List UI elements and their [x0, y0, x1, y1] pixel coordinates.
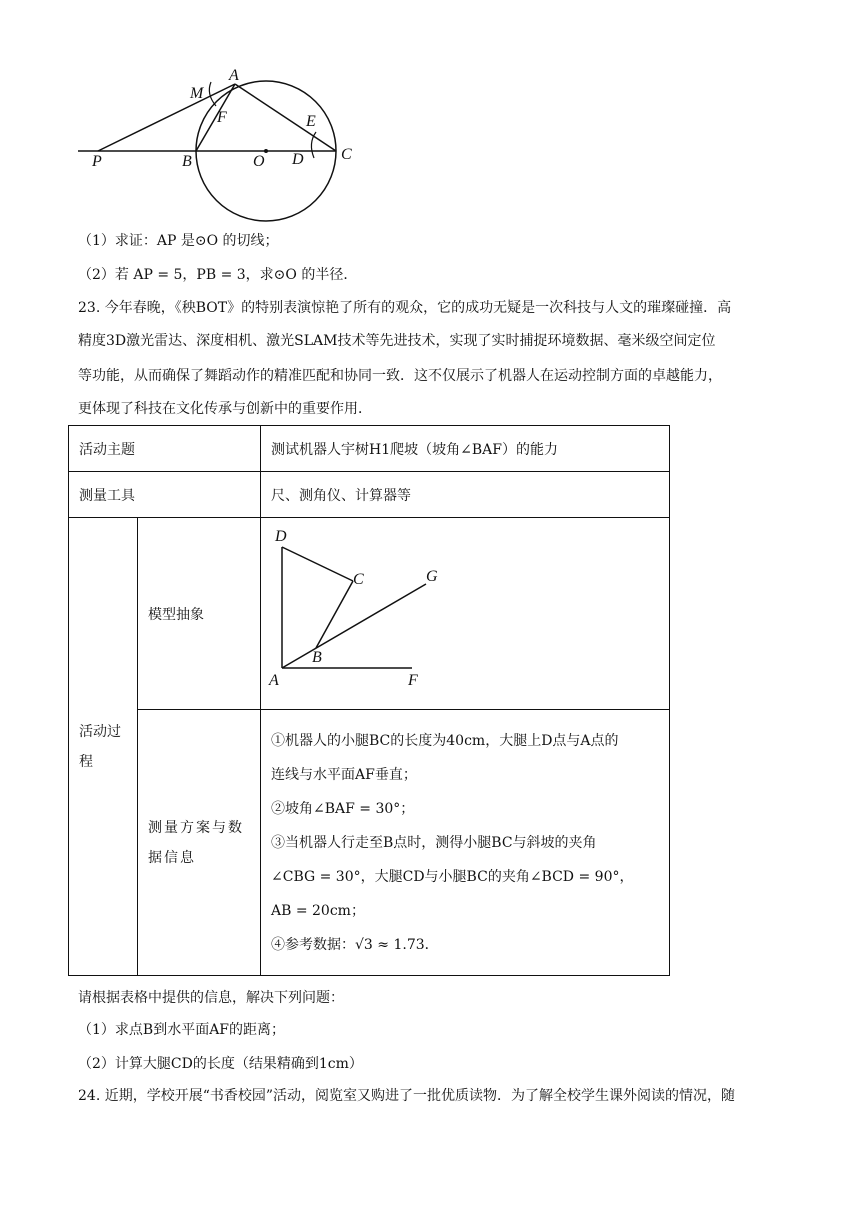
label-d: D [292, 151, 304, 168]
q22-part1: （1）求证：AP 是⊙O 的切线； [78, 233, 279, 249]
label-f: F [217, 109, 227, 126]
segment-dc [282, 547, 353, 581]
q23-line3: 等功能，从而确保了舞蹈动作的精准匹配和协同一致．这不仅展示了机器人在运动控制方面的卓越能力， [78, 368, 722, 384]
info-3a: ③当机器人行走至B点时，测得小腿BC与斜坡的夹角 [271, 834, 597, 851]
q23-part1: （1）求点B到水平面AF的距离； [78, 1022, 286, 1038]
label-m: M [190, 85, 204, 102]
q23-line2: 精度3D激光雷达、深度相机、激光SLAM技术等先进技术，实现了实时捕捉环境数据、毫米级空间定位 [78, 333, 716, 349]
q23-part2: （2）计算大腿CD的长度（结果精确到1cm） [78, 1056, 363, 1072]
model-figure-cell [261, 518, 670, 710]
scheme-info-cell [261, 710, 670, 976]
scheme-label: 测量方案与数据信息 [138, 710, 261, 976]
slope-model-figure [261, 519, 661, 709]
q22-part2: （2）若 AP = 5，PB = 3，求⊙O 的半径． [78, 267, 358, 283]
info-2: ②坡角∠BAF = 30°； [271, 800, 415, 817]
label-e: E [306, 113, 316, 130]
label-b: B [182, 153, 192, 170]
model-label-g: G [426, 567, 438, 585]
process-label: 活动过程 [69, 518, 138, 976]
info-4: ④参考数据：√3 ≈ 1.73． [271, 936, 439, 953]
segment-pa [98, 84, 235, 151]
model-label-b: B [312, 648, 322, 666]
q23-line4: 更体现了科技在文化传承与创新中的重要作用． [78, 401, 372, 417]
model-label-d: D [275, 527, 287, 545]
row2-label: 测量工具 [69, 472, 261, 518]
activity-table [68, 425, 670, 976]
q23-line1: 23. 今年春晚，《秧BOT》的特别表演惊艳了所有的观众，它的成功无疑是一次科技与人文的璀璨碰撞．高 [78, 300, 732, 316]
info-3c: AB = 20cm； [271, 902, 365, 919]
row1-label: 活动主题 [69, 426, 261, 472]
row1-value: 测试机器人宇树H1爬坡（坡角∠BAF）的能力 [261, 426, 670, 472]
info-1a: ①机器人的小腿BC的长度为40cm，大腿上D点与A点的 [271, 732, 619, 749]
row2-value: 尺、测角仪、计算器等 [261, 472, 670, 518]
segment-ag [282, 584, 426, 668]
circle-tangent-figure [70, 60, 370, 225]
info-1b: 连线与水平面AF垂直； [271, 766, 417, 783]
segment-ac [235, 84, 336, 151]
q24-line1: 24. 近期，学校开展“书香校园”活动，阅览室又购进了一批优质读物．为了解全校学生课外阅读的情况，随 [78, 1088, 736, 1104]
model-label-f: F [408, 671, 418, 689]
model-label-c: C [353, 570, 364, 588]
model-label-a: A [269, 671, 279, 689]
label-a: A [229, 67, 239, 84]
label-o: O [253, 153, 265, 170]
info-3b: ∠CBG = 30°，大腿CD与小腿BC的夹角∠BCD = 90°， [271, 868, 634, 885]
label-p: P [92, 153, 102, 170]
q23-prompt: 请根据表格中提供的信息，解决下列问题： [78, 990, 344, 1006]
model-label: 模型抽象 [138, 518, 261, 710]
label-c: C [341, 146, 352, 163]
center-point-o [264, 149, 268, 153]
